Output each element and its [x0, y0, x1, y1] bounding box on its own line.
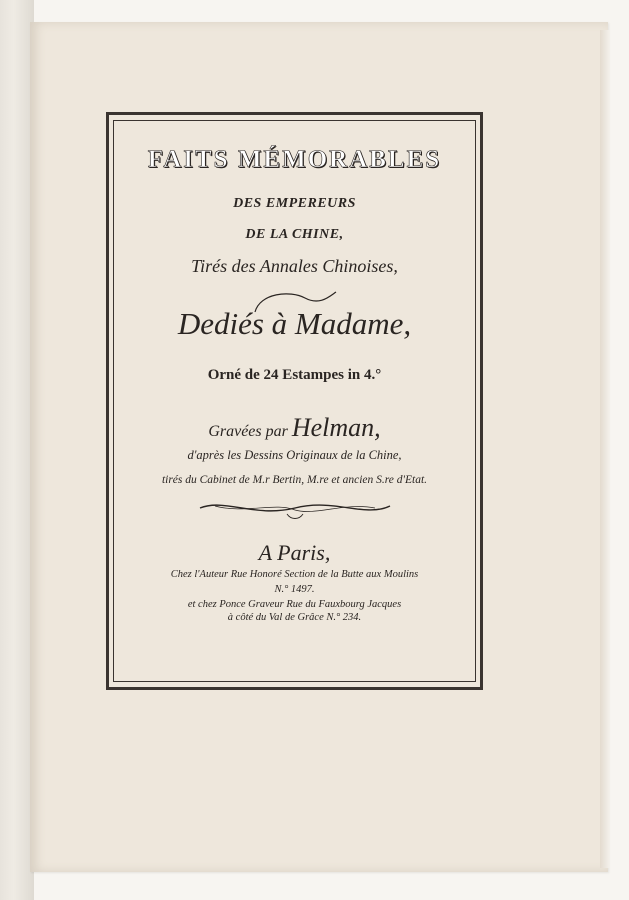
- script-line-dedication: Dediés à Madame,: [177, 306, 412, 341]
- divider-flourish-ornament: [195, 494, 395, 524]
- engraved-by-line: [113, 413, 476, 443]
- title-heading: FAITS MÉMORABLES: [147, 146, 442, 173]
- book-spine-shadow: [0, 0, 34, 900]
- orne-line: Orné de 24 Estampes in 4.°: [207, 367, 382, 383]
- address-line-2: N.° 1497.: [274, 584, 315, 595]
- address-line-4: à côté du Val de Grâce N.° 234.: [227, 612, 362, 623]
- from-cabinet-line: tirés du Cabinet de M.r Bertin, M.re et ancien S.re d'Etat.: [161, 474, 428, 486]
- page-edge: [600, 30, 610, 868]
- address-line-3: et chez Ponce Graveur Rue du Fauxbourg Jacques: [187, 599, 402, 610]
- place-of-publication: A Paris,: [258, 540, 331, 565]
- after-original-drawings-line: d'après les Dessins Originaux de la Chine,: [187, 448, 402, 462]
- engraver-name: Helman,: [291, 413, 381, 442]
- subtitle-line-1: DES EMPEREURS: [233, 196, 356, 211]
- address-line-1: Chez l'Auteur Rue Honoré Section de la Butte aux Moulins: [170, 569, 419, 580]
- engraved-by-prefix: Gravées par: [208, 423, 288, 440]
- script-line-annales: Tirés des Annales Chinoises,: [191, 256, 398, 276]
- subtitle-line-2: DE LA CHINE,: [245, 227, 344, 242]
